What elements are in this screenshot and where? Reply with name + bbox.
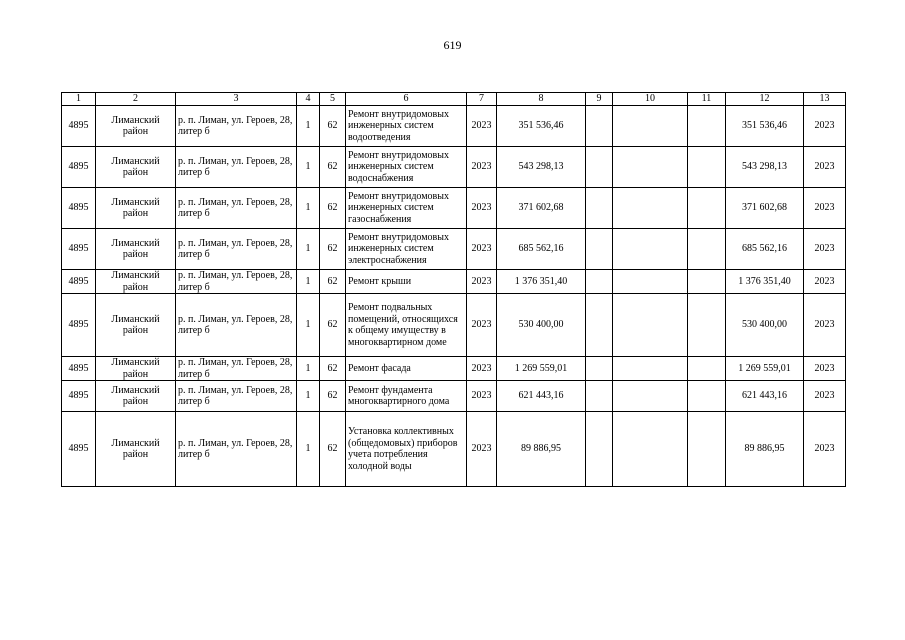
cell-year: 2023 [467, 381, 497, 412]
cell-work-type: Ремонт внутридомовых инженерных систем электроснабжения [346, 229, 467, 270]
column-header: 3 [176, 93, 297, 106]
cell-address: р. п. Лиман, ул. Героев, 28, литер б [176, 188, 297, 229]
column-header: 6 [346, 93, 467, 106]
cell-col10 [613, 270, 688, 294]
cell-col5: 62 [320, 188, 346, 229]
cell-end-year: 2023 [804, 270, 846, 294]
cell-col9 [586, 294, 613, 357]
cell-col9 [586, 412, 613, 487]
cell-work-type: Установка коллективных (общедомовых) приборов учета потребления холодной воды [346, 412, 467, 487]
cell-end-year: 2023 [804, 357, 846, 381]
cell-year: 2023 [467, 294, 497, 357]
page-number: 619 [443, 38, 462, 52]
cell-col9 [586, 147, 613, 188]
cell-address: р. п. Лиман, ул. Героев, 28, литер б [176, 294, 297, 357]
cell-district: Лиманский район [96, 229, 176, 270]
column-header: 7 [467, 93, 497, 106]
cell-year: 2023 [467, 106, 497, 147]
cell-number: 4895 [62, 188, 96, 229]
cell-total: 371 602,68 [726, 188, 804, 229]
cell-total: 1 376 351,40 [726, 270, 804, 294]
cell-district: Лиманский район [96, 188, 176, 229]
column-header: 8 [497, 93, 586, 106]
cell-cost: 351 536,46 [497, 106, 586, 147]
cell-year: 2023 [467, 147, 497, 188]
cell-col4: 1 [297, 357, 320, 381]
column-header: 13 [804, 93, 846, 106]
cell-col11 [688, 188, 726, 229]
cell-col10 [613, 106, 688, 147]
cell-col4: 1 [297, 147, 320, 188]
cell-col9 [586, 106, 613, 147]
cell-address: р. п. Лиман, ул. Героев, 28, литер б [176, 381, 297, 412]
table-row [62, 106, 846, 147]
cell-col9 [586, 270, 613, 294]
cell-col11 [688, 412, 726, 487]
cell-col9 [586, 229, 613, 270]
cell-col4: 1 [297, 270, 320, 294]
cell-cost: 685 562,16 [497, 229, 586, 270]
cell-total: 543 298,13 [726, 147, 804, 188]
cell-district: Лиманский район [96, 270, 176, 294]
column-header: 11 [688, 93, 726, 106]
column-header: 2 [96, 93, 176, 106]
cell-col4: 1 [297, 188, 320, 229]
cell-total: 530 400,00 [726, 294, 804, 357]
cell-number: 4895 [62, 229, 96, 270]
column-header: 4 [297, 93, 320, 106]
cell-col9 [586, 381, 613, 412]
cell-district: Лиманский район [96, 412, 176, 487]
cell-col10 [613, 412, 688, 487]
cell-col5: 62 [320, 229, 346, 270]
cell-address: р. п. Лиман, ул. Героев, 28, литер б [176, 270, 297, 294]
cell-cost: 530 400,00 [497, 294, 586, 357]
cell-col11 [688, 229, 726, 270]
cell-district: Лиманский район [96, 294, 176, 357]
column-header: 9 [586, 93, 613, 106]
cell-col11 [688, 294, 726, 357]
cell-col9 [586, 188, 613, 229]
cell-cost: 1 269 559,01 [497, 357, 586, 381]
cell-end-year: 2023 [804, 412, 846, 487]
column-header: 5 [320, 93, 346, 106]
cell-col11 [688, 270, 726, 294]
cell-cost: 1 376 351,40 [497, 270, 586, 294]
cell-end-year: 2023 [804, 106, 846, 147]
cell-number: 4895 [62, 147, 96, 188]
cell-work-type: Ремонт внутридомовых инженерных систем газоснабжения [346, 188, 467, 229]
cell-end-year: 2023 [804, 147, 846, 188]
column-header: 10 [613, 93, 688, 106]
table-row [62, 294, 846, 357]
cell-col5: 62 [320, 106, 346, 147]
cell-end-year: 2023 [804, 381, 846, 412]
cell-end-year: 2023 [804, 294, 846, 357]
cell-work-type: Ремонт внутридомовых инженерных систем водоотведения [346, 106, 467, 147]
cell-col11 [688, 106, 726, 147]
cell-year: 2023 [467, 412, 497, 487]
cell-year: 2023 [467, 229, 497, 270]
cell-number: 4895 [62, 412, 96, 487]
cell-col10 [613, 188, 688, 229]
cell-col5: 62 [320, 147, 346, 188]
cell-district: Лиманский район [96, 106, 176, 147]
cell-cost: 543 298,13 [497, 147, 586, 188]
cell-year: 2023 [467, 188, 497, 229]
cell-col4: 1 [297, 106, 320, 147]
header-row [62, 93, 846, 106]
cell-work-type: Ремонт фундамента многоквартирного дома [346, 381, 467, 412]
table-row [62, 270, 846, 294]
column-header: 12 [726, 93, 804, 106]
cell-address: р. п. Лиман, ул. Героев, 28, литер б [176, 106, 297, 147]
cell-address: р. п. Лиман, ул. Героев, 28, литер б [176, 412, 297, 487]
cell-cost: 371 602,68 [497, 188, 586, 229]
cell-col5: 62 [320, 412, 346, 487]
cell-col11 [688, 381, 726, 412]
cell-number: 4895 [62, 270, 96, 294]
cell-district: Лиманский район [96, 381, 176, 412]
cell-district: Лиманский район [96, 357, 176, 381]
cell-work-type: Ремонт внутридомовых инженерных систем водоснабжения [346, 147, 467, 188]
cell-work-type: Ремонт крыши [346, 270, 467, 294]
cell-total: 1 269 559,01 [726, 357, 804, 381]
cell-col10 [613, 357, 688, 381]
cell-col11 [688, 147, 726, 188]
cell-work-type: Ремонт подвальных помещений, относящихся к общему имуществу в многоквартирном доме [346, 294, 467, 357]
table-row [62, 412, 846, 487]
cell-col5: 62 [320, 357, 346, 381]
cell-cost: 621 443,16 [497, 381, 586, 412]
cell-col4: 1 [297, 229, 320, 270]
cell-number: 4895 [62, 357, 96, 381]
cell-end-year: 2023 [804, 188, 846, 229]
cell-total: 351 536,46 [726, 106, 804, 147]
cell-col10 [613, 229, 688, 270]
cell-number: 4895 [62, 381, 96, 412]
cell-col10 [613, 294, 688, 357]
cell-col10 [613, 147, 688, 188]
column-header: 1 [62, 93, 96, 106]
cell-address: р. п. Лиман, ул. Героев, 28, литер б [176, 357, 297, 381]
cell-total: 89 886,95 [726, 412, 804, 487]
cell-cost: 89 886,95 [497, 412, 586, 487]
table-row [62, 357, 846, 381]
cell-col4: 1 [297, 381, 320, 412]
cell-year: 2023 [467, 357, 497, 381]
cell-total: 621 443,16 [726, 381, 804, 412]
cell-work-type: Ремонт фасада [346, 357, 467, 381]
cell-col4: 1 [297, 294, 320, 357]
cell-district: Лиманский район [96, 147, 176, 188]
cell-col10 [613, 381, 688, 412]
cell-number: 4895 [62, 106, 96, 147]
table-row [62, 188, 846, 229]
cell-col4: 1 [297, 412, 320, 487]
table-row [62, 229, 846, 270]
table-row [62, 147, 846, 188]
cell-year: 2023 [467, 270, 497, 294]
cell-col5: 62 [320, 270, 346, 294]
cell-address: р. п. Лиман, ул. Героев, 28, литер б [176, 229, 297, 270]
cell-number: 4895 [62, 294, 96, 357]
cell-address: р. п. Лиман, ул. Героев, 28, литер б [176, 147, 297, 188]
cell-col5: 62 [320, 381, 346, 412]
table-row [62, 381, 846, 412]
cell-end-year: 2023 [804, 229, 846, 270]
cell-total: 685 562,16 [726, 229, 804, 270]
cell-col11 [688, 357, 726, 381]
cell-col9 [586, 357, 613, 381]
cell-col5: 62 [320, 294, 346, 357]
register-table [61, 92, 846, 487]
